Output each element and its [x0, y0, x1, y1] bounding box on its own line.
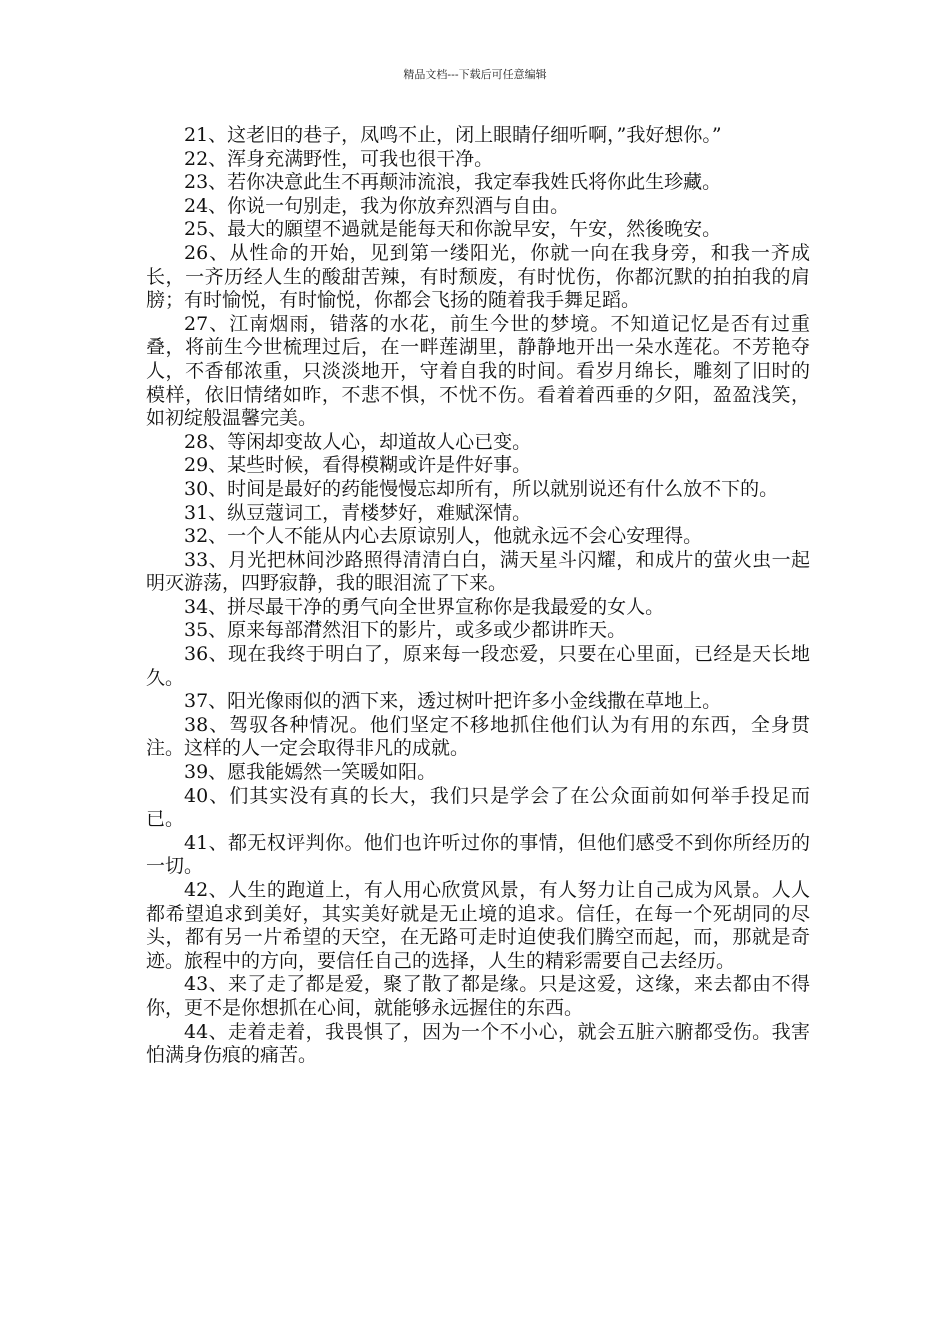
page-header: 精品文档---下载后可任意编辑 [403, 68, 547, 81]
document-body [146, 124, 810, 1068]
paragraph: 37、阳光像雨似的洒下来，透过树叶把许多小金线撒在草地上。 [184, 690, 722, 713]
paragraph: 39、愿我能嫣然一笑暖如阳。 [184, 761, 437, 784]
paragraph: 29、某些时候，看得模糊或许是件好事。 [184, 454, 532, 477]
paragraph: 36、现在我终于明白了，原来每一段恋爱，只要在心里面，已经是天长地久。 [146, 643, 810, 689]
paragraph: 25、最大的願望不過就是能每天和你說早安，午安，然後晚安。 [184, 218, 722, 241]
paragraph: 31、纵豆蔻词工，青楼梦好，难赋深情。 [184, 501, 532, 524]
paragraph: 24、你说一句别走，我为你放弃烈酒与自由。 [184, 194, 570, 217]
paragraph: 26、从性命的开始，见到第一缕阳光，你就一向在我身旁，和我一齐成长，一齐历经人生的酸甜苦辣，有时颓废，有时忧伤，你都沉默的拍拍我的肩膀；有时愉悦，有时愉悦，你都会飞扬的随着我手舞足蹈。 [146, 241, 810, 312]
paragraph: 40、们其实没有真的长大，我们只是学会了在公众面前如何举手投足而已。 [146, 784, 810, 831]
paragraph: 33、月光把林间沙路照得清清白白，满天星斗闪耀，和成片的萤火虫一起明灭游荡，四野寂静，我的眼泪流了下来。 [146, 548, 810, 595]
paragraph: 32、一个人不能从内心去原谅别人，他就永远不会心安理得。 [184, 525, 703, 548]
paragraph: 22、浑身充满野性，可我也很干净。 [184, 147, 494, 170]
paragraph: 27、江南烟雨，错落的水花，前生今世的梦境。不知道记忆是否有过重叠，将前生今世梳理过后，在一畔莲湖里，静静地开出一朵水莲花。不芳艳夺人，不香郁浓重，只淡淡地开，守着自我的时间。看岁月绵长，雕刻了旧时的模样，依旧情绪如昨，不悲不惧，不忧不伤。看着着西垂的夕阳，盈盈浅笑，如初绽般温馨完美。 [146, 312, 810, 430]
paragraph: 41、都无权评判你。他们也许听过你的事情，但他们感受不到你所经历的一切。 [146, 831, 810, 878]
paragraph: 28、等闲却变故人心，却道故人心已变。 [184, 430, 532, 453]
paragraph: 44、走着走着，我畏惧了，因为一个不小心，就会五脏六腑都受伤。我害怕满身伤痕的痛苦。 [146, 1020, 810, 1067]
paragraph: 35、原来每部潸然泪下的影片，或多或少都讲昨天。 [184, 619, 627, 642]
paragraph: 34、拼尽最干净的勇气向全世界宣称你是我最爱的女人。 [184, 595, 665, 618]
paragraph: 43、来了走了都是爱，聚了散了都是缘。只是这爱，这缘，来去都由不得你，更不是你想抓在心间，就能够永远握住的东西。 [146, 973, 810, 1019]
paragraph: 23、若你决意此生不再颠沛流浪，我定奉我姓氏将你此生珍藏。 [184, 171, 722, 194]
paragraph: 42、人生的跑道上，有人用心欣赏风景，有人努力让自己成为风景。人人都希望追求到美好，其实美好就是无止境的追求。信任，在每一个死胡同的尽头，都有另一片希望的天空，在无路可走时迫使我们腾空而起，而，那就是奇迹。旅程中的方向，要信任自己的选择，人生的精彩需要自己去经历。 [146, 879, 810, 972]
paragraph: 30、时间是最好的药能慢慢忘却所有，所以就别说还有什么放不下的。 [184, 477, 779, 500]
paragraph: 21、这老旧的巷子，凤鸣不止，闭上眼睛仔细听啊，”我好想你。” [184, 124, 722, 146]
paragraph: 38、驾驭各种情况。他们坚定不移地抓住他们认为有用的东西，全身贯注。这样的人一定会取得非凡的成就。 [146, 713, 810, 760]
